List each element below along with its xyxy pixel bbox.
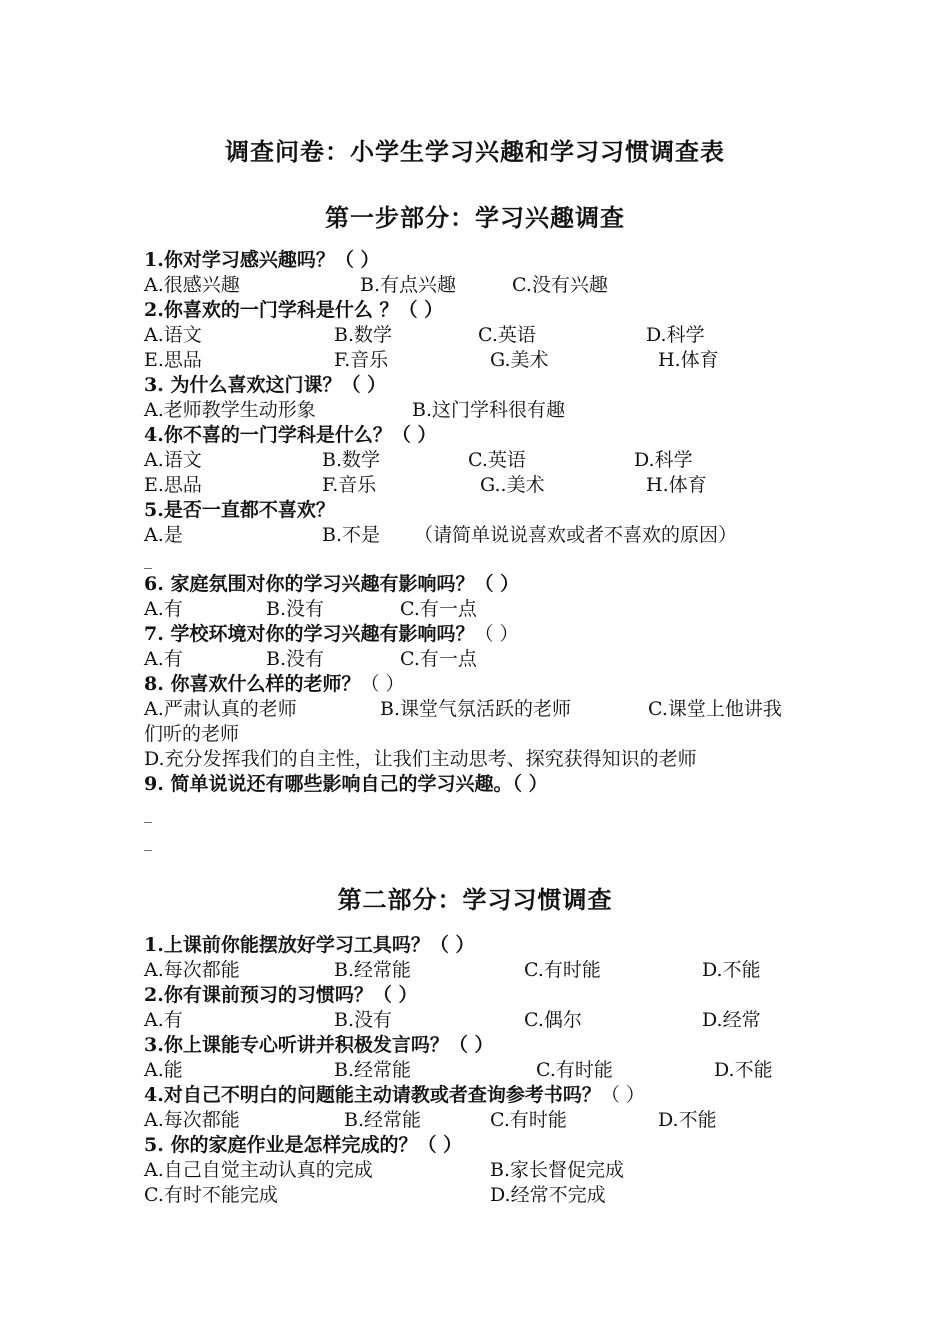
option: D.科学 bbox=[646, 324, 705, 346]
question-row bbox=[144, 622, 519, 647]
question-text: 5. 你的家庭作业是怎样完成的？（ ） bbox=[144, 1134, 463, 1156]
option: B.数学 bbox=[322, 449, 381, 471]
option: C.英语 bbox=[478, 324, 536, 346]
option: A.自己自觉主动认真的完成 bbox=[144, 1159, 373, 1181]
option: B.课堂气氛活跃的老师 bbox=[380, 698, 572, 720]
option: D.不能 bbox=[714, 1059, 773, 1081]
options-row bbox=[144, 697, 844, 722]
question-text: 4.对自己不明白的问题能主动请教或者查询参考书吗？ bbox=[144, 1084, 601, 1106]
answer-blank[interactable]: _ bbox=[144, 804, 152, 823]
options-row bbox=[144, 958, 844, 983]
option: E.思品 bbox=[144, 474, 202, 496]
options-row bbox=[144, 523, 844, 548]
answer-paren: （ ） bbox=[474, 623, 519, 645]
option: D.不能 bbox=[658, 1109, 717, 1131]
option: G..美术 bbox=[480, 474, 545, 496]
option: B.数学 bbox=[334, 324, 393, 346]
option: F.音乐 bbox=[334, 349, 389, 371]
option: A.老师教学生动形象 bbox=[144, 399, 316, 421]
question-text: 7. 学校环境对你的学习兴趣有影响吗？ bbox=[144, 623, 475, 645]
options-row bbox=[144, 348, 844, 373]
option: E.思品 bbox=[144, 349, 202, 371]
option: B.没有 bbox=[266, 648, 325, 670]
section1-heading: 第一步部分：学习兴趣调查 bbox=[325, 203, 625, 232]
option: B.没有 bbox=[334, 1009, 393, 1031]
options-row bbox=[144, 1008, 844, 1033]
option: A.每次都能 bbox=[144, 959, 240, 981]
options-row bbox=[144, 448, 844, 473]
question-text: 5.是否一直都不喜欢？ bbox=[144, 499, 335, 521]
option: A.很感兴趣 bbox=[144, 274, 240, 296]
option: B.经常能 bbox=[344, 1109, 422, 1131]
option: C.有时能 bbox=[536, 1059, 613, 1081]
option: A.能 bbox=[144, 1059, 183, 1081]
option: B.这门学科很有趣 bbox=[412, 399, 566, 421]
question-text: 1.你对学习感兴趣吗？（ ） bbox=[144, 249, 380, 271]
options-row bbox=[144, 1058, 844, 1083]
option: B.有点兴趣 bbox=[360, 274, 457, 296]
option: A.语文 bbox=[144, 324, 202, 346]
option: B.不是 bbox=[322, 524, 381, 546]
option-continuation: 们听的老师 bbox=[144, 723, 240, 745]
option: A.有 bbox=[144, 1009, 183, 1031]
option: A.有 bbox=[144, 648, 183, 670]
options-row bbox=[144, 1183, 844, 1208]
options-row bbox=[144, 1158, 844, 1183]
option: D.充分发挥我们的自主性，让我们主动思考、探究获得知识的老师 bbox=[144, 748, 697, 770]
option: A.严肃认真的老师 bbox=[144, 698, 297, 720]
option: B.家长督促完成 bbox=[490, 1159, 625, 1181]
option: C.英语 bbox=[468, 449, 526, 471]
option: A.语文 bbox=[144, 449, 202, 471]
option: C.有时不能完成 bbox=[144, 1184, 278, 1206]
question-text: 1.上课前你能摆放好学习工具吗？（ ） bbox=[144, 934, 475, 956]
option: C.课堂上他讲我 bbox=[648, 698, 782, 720]
options-row bbox=[144, 473, 844, 498]
option: A.是 bbox=[144, 524, 183, 546]
option: C.有一点 bbox=[400, 598, 477, 620]
question-text: 8. 你喜欢什么样的老师？ bbox=[144, 673, 361, 695]
option: B.经常能 bbox=[334, 959, 412, 981]
question-row bbox=[144, 672, 405, 697]
option: A.有 bbox=[144, 598, 183, 620]
section2-heading: 第二部分：学习习惯调查 bbox=[337, 885, 613, 914]
option: H.体育 bbox=[646, 474, 707, 496]
question-text: 6. 家庭氛围对你的学习兴趣有影响吗？（ ） bbox=[144, 573, 520, 595]
option: B.没有 bbox=[266, 598, 325, 620]
question-row bbox=[144, 1083, 645, 1108]
option: C.有时能 bbox=[490, 1109, 567, 1131]
option: C.没有兴趣 bbox=[512, 274, 608, 296]
page-title: 调查问卷：小学生学习兴趣和学习习惯调查表 bbox=[225, 137, 725, 166]
question-text: 2.你有课前预习的习惯吗？（ ） bbox=[144, 984, 418, 1006]
option: D.经常 bbox=[702, 1009, 761, 1031]
option: D.经常不完成 bbox=[490, 1184, 606, 1206]
option: B.经常能 bbox=[334, 1059, 412, 1081]
answer-paren: （ ） bbox=[360, 673, 405, 695]
option: D.不能 bbox=[702, 959, 761, 981]
answer-paren: （ ） bbox=[600, 1084, 645, 1106]
options-row bbox=[144, 323, 844, 348]
question-text: 3.你上课能专心听讲并积极发言吗？（ ） bbox=[144, 1034, 494, 1056]
options-row bbox=[144, 398, 844, 423]
options-row bbox=[144, 597, 844, 622]
options-row bbox=[144, 273, 844, 298]
question-text: 3. 为什么喜欢这门课？（ ） bbox=[144, 374, 387, 396]
option: A.每次都能 bbox=[144, 1109, 240, 1131]
options-row bbox=[144, 1108, 844, 1133]
answer-blank[interactable]: _ bbox=[144, 550, 152, 569]
option: C.偶尔 bbox=[524, 1009, 582, 1031]
question-text: 9. 简单说说还有哪些影响自己的学习兴趣。（ ） bbox=[144, 773, 548, 795]
option: H.体育 bbox=[658, 349, 719, 371]
option: F.音乐 bbox=[322, 474, 377, 496]
answer-note: （请简单说说喜欢或者不喜欢的原因） bbox=[414, 524, 738, 546]
option: D.科学 bbox=[634, 449, 693, 471]
options-row bbox=[144, 647, 844, 672]
answer-blank[interactable]: _ bbox=[144, 832, 152, 851]
option: C.有一点 bbox=[400, 648, 477, 670]
option: G.美术 bbox=[490, 349, 549, 371]
question-text: 4.你不喜的一门学科是什么？（ ） bbox=[144, 424, 437, 446]
question-text: 2.你喜欢的一门学科是什么 ？（ ） bbox=[144, 299, 444, 321]
option: C.有时能 bbox=[524, 959, 601, 981]
